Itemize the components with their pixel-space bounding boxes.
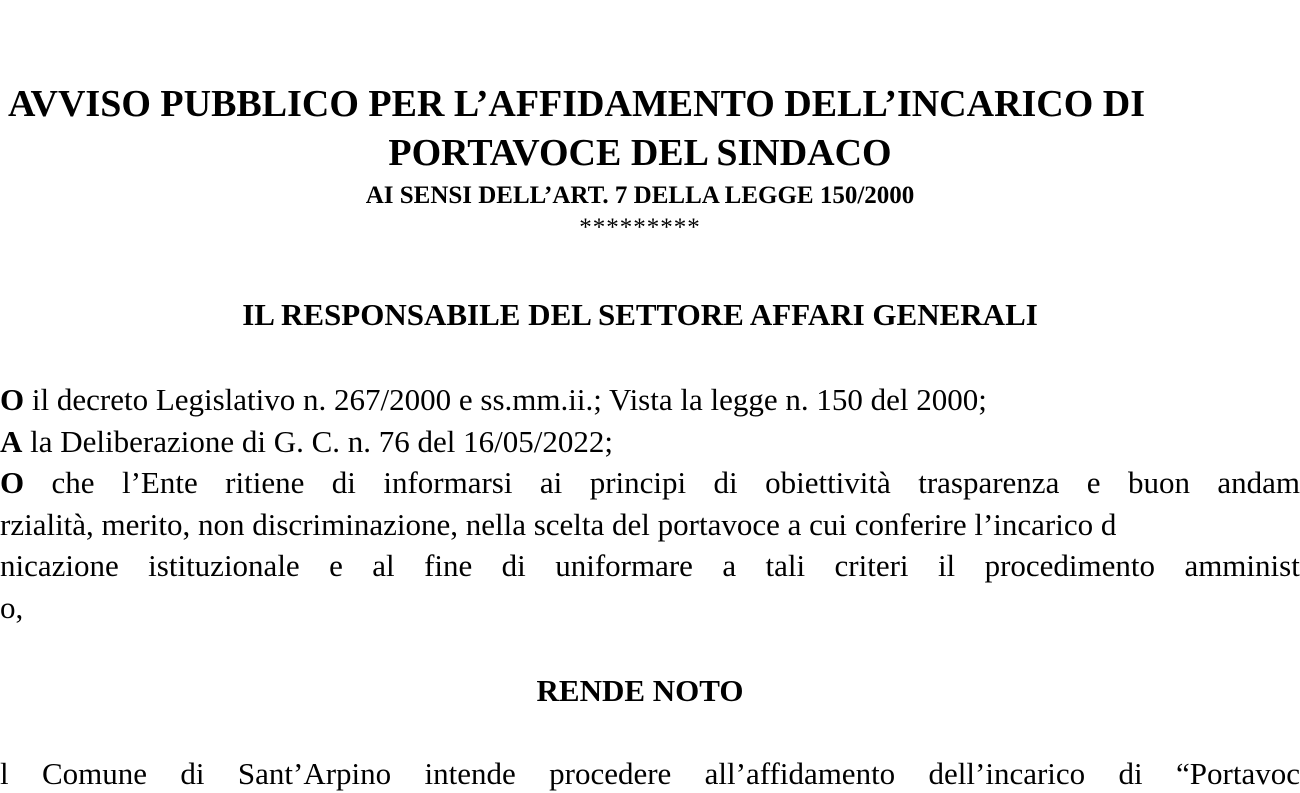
premise-line-4: rzialità, merito, non discriminazione, nella scelta del portavoce a cui conferire l’incarico d (0, 507, 1117, 542)
word: andam (1217, 465, 1300, 500)
premise-rilevato-keyword: O (0, 465, 25, 500)
word: obiettività (765, 465, 891, 500)
rende-noto-heading: RENDE NOTO (536, 673, 744, 708)
premise-vista-text: la Deliberazione di G. C. n. 76 del 16/05/2022; (22, 424, 613, 459)
word: trasparenza (918, 465, 1060, 500)
body-line-1 (0, 755, 1300, 793)
word: di (1118, 756, 1143, 791)
word: il (937, 548, 956, 583)
word: e (1086, 465, 1101, 500)
word: di (713, 465, 738, 500)
word: nicazione (0, 548, 119, 583)
document-title-line-1: AVVISO PUBBLICO PER L’AFFIDAMENTO DELL’INCARICO DI (8, 83, 1146, 125)
word: l’Ente (122, 465, 198, 500)
premise-vista (0, 423, 613, 461)
word: ritiene (225, 465, 305, 500)
word: tali (765, 548, 806, 583)
word: Sant’Arpino (237, 756, 392, 791)
premise-vista-keyword: A (0, 424, 23, 459)
document-title-line-2: PORTAVOCE DEL SINDACO (388, 132, 892, 174)
word: intende (424, 756, 516, 791)
word: “Portavoc (1176, 756, 1300, 791)
word: buon (1127, 465, 1190, 500)
word: dell’incarico (928, 756, 1086, 791)
word: criteri (834, 548, 909, 583)
premise-visto (0, 381, 987, 419)
premise-visto-keyword: O (0, 382, 25, 417)
word: principi (589, 465, 687, 500)
word: di (331, 465, 356, 500)
word: Comune (41, 756, 148, 791)
word: amminist (1184, 548, 1300, 583)
word: procedimento (984, 548, 1156, 583)
word: e (329, 548, 343, 583)
word: informarsi (383, 465, 513, 500)
word: procedere (549, 756, 672, 791)
premise-visto-text: il decreto Legislativo n. 267/2000 e ss.mm.ii.; Vista la legge n. 150 del 2000; (24, 382, 987, 417)
signatory-heading: IL RESPONSABILE DEL SETTORE AFFARI GENERALI (242, 297, 1038, 332)
word: istituzionale (148, 548, 300, 583)
word: ai (539, 465, 563, 500)
word: all’affidamento (704, 756, 896, 791)
word: a (722, 548, 737, 583)
word: di (501, 548, 526, 583)
word: di (180, 756, 205, 791)
word: che (51, 465, 95, 500)
premise-rilevato (0, 464, 1300, 502)
premise-line-6: o, (0, 590, 24, 625)
document-subtitle: AI SENSI DELL’ART. 7 DELLA LEGGE 150/2000 (365, 182, 915, 209)
premise-line-5 (0, 547, 1300, 585)
word: l (0, 756, 9, 791)
separator-asterisks: ********* (579, 214, 701, 241)
word: al (372, 548, 395, 583)
word: uniformare (555, 548, 693, 583)
word: fine (424, 548, 473, 583)
